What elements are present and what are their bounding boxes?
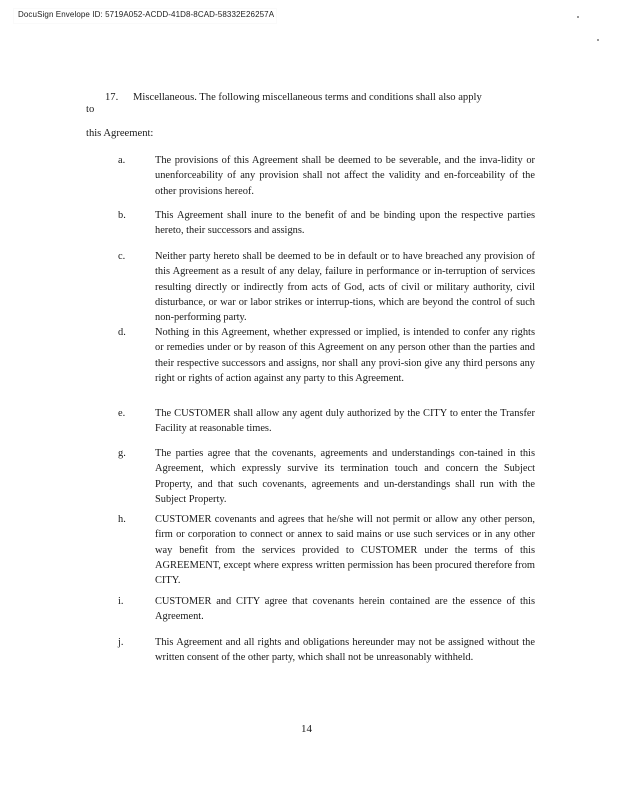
page-number: 14 <box>301 723 312 735</box>
clause-text: The CUSTOMER shall allow any agent duly authorized by the CITY to enter the Transfer Facility at reasonable times. <box>155 408 535 435</box>
section-intro-end: this Agreement: <box>86 128 154 139</box>
section-intro-text: Miscellaneous. The following miscellaneous terms and conditions shall also apply <box>133 92 482 103</box>
clause-text: The provisions of this Agreement shall be deemed to be severable, and the inva-lidity or unenforceability of any provision shall not affect the validity and en-forceability of the other provisions hereof. <box>155 155 535 197</box>
clause-letter: a. <box>118 155 126 166</box>
clause-letter: g. <box>118 448 126 459</box>
clause-letter: i. <box>118 596 124 607</box>
envelope-id: DocuSign Envelope ID: 5719A052-ACDD-41D8-8CAD-58332E26257A <box>18 10 275 19</box>
scan-speck <box>597 39 599 41</box>
clause-text: Nothing in this Agreement, whether expressed or implied, is intended to confer any rights or remedies under or by reason of this Agreement on any person other than the parties and their respective successors and assigns, nor shall any provi-sion give any third persons any right or rights of action against any party to this Agreement. <box>155 327 535 384</box>
clause-letter: d. <box>118 327 126 338</box>
clause-letter: e. <box>118 408 126 419</box>
clause-text: CUSTOMER covenants and agrees that he/she will not permit or allow any other person, firm or corporation to connect or annex to said mains or use such services or in any other way benefit from the services provided to CUSTOMER under the terms of this AGREEMENT, except where express written permission has been procured therefore from CITY. <box>155 514 535 587</box>
clause-letter: b. <box>118 210 126 221</box>
clause-letter: j. <box>118 637 124 648</box>
clause-text: CUSTOMER and CITY agree that covenants herein contained are the essence of this Agreement. <box>155 596 535 623</box>
clause-letter: h. <box>118 514 126 525</box>
clause-text: This Agreement shall inure to the benefit of and be binding upon the respective parties hereto, their successors and assigns. <box>155 210 535 237</box>
scan-speck <box>577 16 579 18</box>
section-number: 17. <box>105 92 119 103</box>
clause-text: The parties agree that the covenants, agreements and understandings con-tained in this Agreement, which expressly survive its termination touch and concern the Subject Property, and that such covenants, agreements and un-derstandings shall run with the Subject Property. <box>155 448 535 505</box>
clause-text: This Agreement and all rights and obligations hereunder may not be assigned without the written consent of the other party, which shall not be unreasonably withheld. <box>155 637 535 664</box>
clause-letter: c. <box>118 251 126 262</box>
section-intro-continued: to <box>86 104 95 115</box>
clause-text: Neither party hereto shall be deemed to be in default or to have breached any provision of this Agreement as a result of any delay, failure in performance or in-terruption of services resulting directly or indirectly from acts of God, acts of civil or military authority, civil disturbance, or war or labor strikes or interrup-tions, which are beyond the control of such non-performing party. <box>155 251 535 324</box>
